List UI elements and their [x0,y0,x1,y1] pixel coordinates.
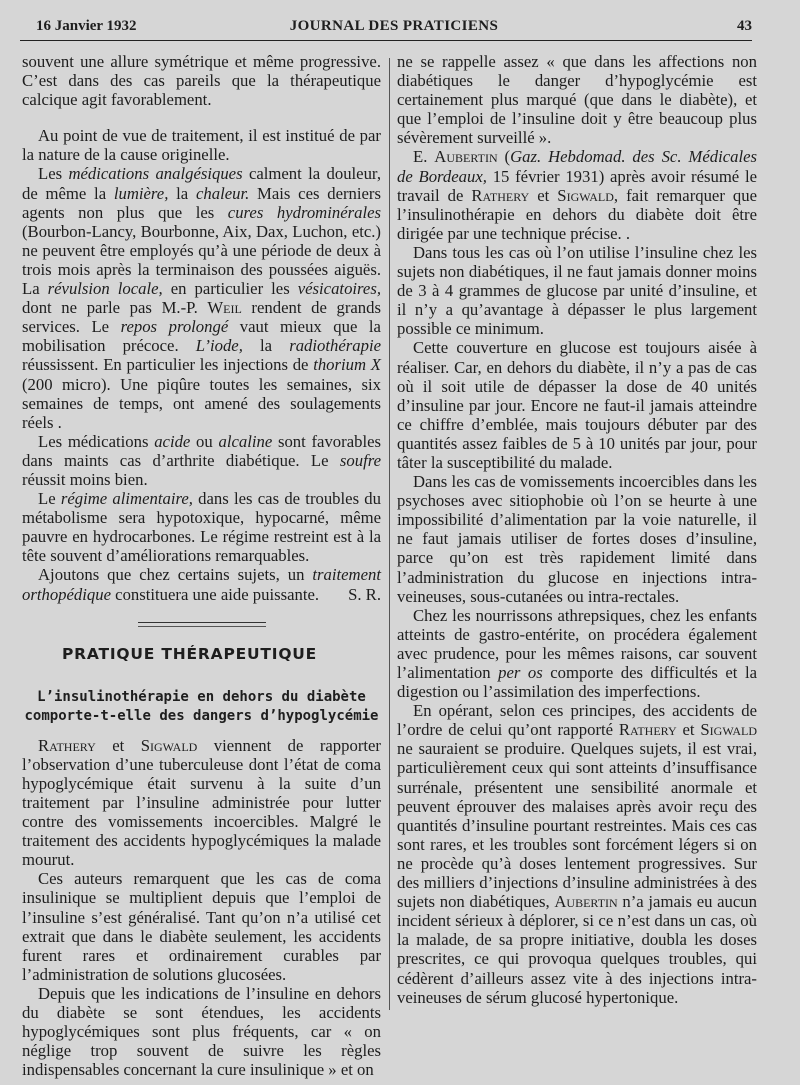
paragraph: Le régime alimentaire, dans les cas de troubles du métabolisme sera hypotoxique, hypocarné, même pauvre en hydrocarbones. Le régime restreint est à la tête souvent d’améliorations remarquables. [22,489,381,566]
paragraph: Les médications acide ou alcaline sont favorables dans maints cas d’arthrite diabétique. Le soufre réussit moins bien. [22,431,381,489]
paragraph: Rathery et Sigwald viennent de rapporter l’observation d’une tuberculeuse dont l’état de coma hypoglycémique était survenu à la suite d’un traitement par l’insuline administrée pour lutter contre des vomissements incoercibles. Malgré le traitement des accidents hypoglycémiques la malade mourut. [22,735,381,870]
paragraph: Chez les nourrissons athrepsiques, chez les enfants atteints de gastro-entérite, on procédera également avec prudence, pour les mêmes raisons, car souvent l’alimentation per os comporte des difficultés et la digestion ou l’assimilation des imperfections. [397,605,758,702]
page-number: 43 [737,18,752,34]
left-column [22,52,381,1079]
paragraph: Dans les cas de vomissements incoercibles dans les psychoses avec sitiophobie où l’on se heurte à une impossibilité d’alimentation par la voie naturelle, il ne faut jamais utiliser de fortes doses d’insuline, parce qu’on est très rapidement limité dans l’administration du glucose en injections intra-veineuses, sous-cutanées ou intra-rectales. [397,472,757,606]
journal-title: JOURNAL DES PRATICIENS [289,18,499,34]
issue-date: 16 Janvier 1932 [36,18,137,34]
paragraph: Dans tous les cas où l’on utilise l’insuline chez les sujets non diabétiques, il ne faut jamais donner moins de 3 à 4 grammes de glucose par unité d’insuline, et il n’y a qu’avantage à dépasser le plus largement possible ce minimum. [397,242,757,339]
section-separator [138,622,266,627]
paragraph: En opérant, selon ces principes, des accidents de l’ordre de celui qu’ont rapporté Rathery et Sigwald ne sauraient se produire. Quelques sujets, il est vrai, particulièrement ceux qui sont atteints d’insuffisance surrénale, présentent une sensibilité anormale et peuvent éprouver des malaises après avoir reçu des quantités d’insuline pourtant restreintes. Mais ces cas sont rares, et les troubles sont forcément légers si on ne procède qu’à doses lentement progressives. Sur des milliers d’injections d’insuline administrées à des sujets non diabétiques, Aubertin n’a jamais eu aucun incident sérieux à déplorer, si ce n’est dans un cas, où la malade, de sa propre initiative, doubla les doses prescrites, ce qui provoqua quelques troubles, qui cédèrent d’ailleurs assez vite à des injections intra-veineuses de sérum glucosé hypertonique. [397,701,757,1007]
paragraph: Cette couverture en glucose est toujours aisée à réaliser. Car, en dehors du diabète, il n’y a pas de cas où il soit utile de dépasser la dose de 40 unités d’insuline par jour. Encore ne faut-il jamais atteindre ce chiffre d’emblée, mais toujours débuter par des quantités assez faibles de 5 à 10 unités par jour, pour tâter la susceptibilité du malade. [397,338,757,472]
paragraph: souvent une allure symétrique et même progressive. C’est dans des cas pareils que la thérapeutique calcique agit favorablement. [22,52,381,110]
header-rule [20,40,752,41]
running-head [36,18,752,38]
paragraph: Depuis que les indications de l’insuline en dehors du diabète se sont étendues, les accidents hypoglycémiques sont plus fréquents, car « on néglige trop souvent de suivre les règles indispensables concernant la cure insulinique » et on [22,983,381,1080]
article-title: L’insulinothérapie en dehors du diabète comporte-t-elle des dangers d’hypoglycémie [24,688,379,724]
paragraph: E. Aubertin (Gaz. Hebdomad. des Sc. Médicales de Bordeaux, 15 février 1931) après avoir résumé le travail de Rathery et Sigwald, fait remarquer que l’insulinothérapie en dehors du diabète doit être dirigée par une technique précise. . [397,147,758,243]
paragraph: Ces auteurs remarquent que les cas de coma insulinique se multiplient depuis que l’emploi de l’insuline s’est généralisé. Tant qu’on n’a utilisé cet extrait que dans le diabète seulement, les accidents furent rares et ordinairement curables par l’administration de solutions glucosées. [22,869,381,984]
paragraph: ne se rappelle assez « que dans les affections non diabétiques le danger d’hypoglycémie est certainement plus marqué (que dans le diabète), et que l’emploi de l’insuline doit y être beaucoup plus sévèrement surveillé ». [397,52,757,148]
paragraph: Ajoutons que chez certains sujets, un traitement orthopédique constituera une aide puissante. S. R. [22,565,381,604]
right-column [397,52,757,1007]
column-divider [389,58,390,1010]
section-title: PRATIQUE THÉRAPEUTIQUE [62,644,318,663]
paragraph: Au point de vue de traitement, il est institué de par la nature de la cause originelle. [22,126,381,165]
paragraph: Les médications analgésiques calment la douleur, de même la lumière, la chaleur. Mais ces derniers agents non plus que les cures hydrominérales (Bourbon-Lancy, Bourbonne, Aix, Dax, Luchon, etc.) ne peuvent être employés qu’à une période de deux à trois mois après la terminaison des poussées aiguës. La révulsion locale, en particulier les vésicatoires, dont ne parle pas M.-P. Weil rendent de grands services. Le repos prolongé vaut mieux que la mobilisation précoce. L’iode, la radiothérapie réussissent. En particulier les injections de thorium X (200 micro). Une piqûre toutes les semaines, six semaines de temps, ont amené des soulagements réels . [22,164,381,432]
signature-initials: S. R. [348,584,381,604]
